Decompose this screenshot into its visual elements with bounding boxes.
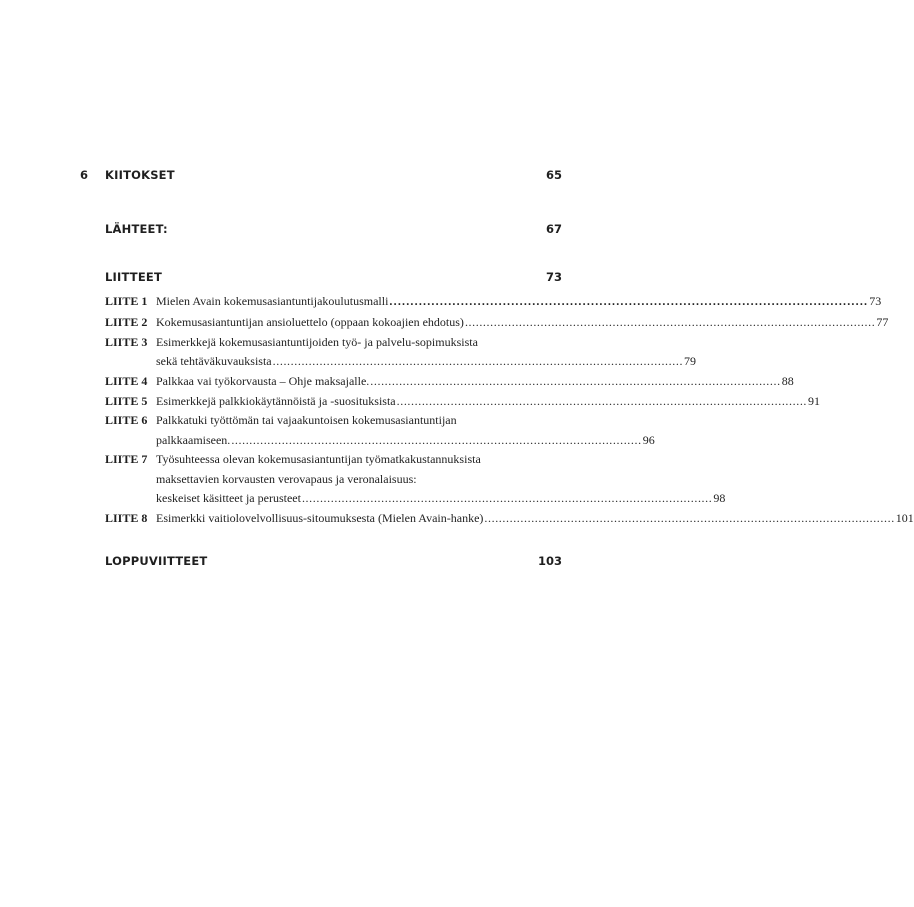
appendix-title: Kokemusasiantuntijan ansioluettelo (oppaan kokoajien ehdotus) [156,315,464,329]
appendix-entry [105,333,562,352]
appendix-title: Esimerkkejä palkkiokäytännöistä ja -suosituksista [156,394,396,408]
appendix-label: LIITE 8 [105,511,148,525]
appendix-label: LIITE 6 [105,413,148,427]
dot-leader: .................................................................................................................. [464,315,876,329]
section-title-loppuviitteet: LOPPUVIITTEET [105,554,208,568]
appendix-page: 91 [808,394,821,408]
appendix-page: 79 [684,354,697,368]
section-number: 6 [80,168,89,182]
section-title-kiitokset: KIITOKSET [105,168,175,182]
dot-leader: .................................................................................................................. [484,511,895,525]
section-title-liitteet: LIITTEET [105,270,162,284]
appendix-entry [105,292,882,311]
appendix-entry-continued [105,352,697,371]
appendix-title: Esimerkki vaitiolovelvollisuus-sitoumuksesta (Mielen Avain-hanke) [156,511,484,525]
appendix-title: keskeiset käsitteet ja perusteet [156,491,301,505]
appendix-entry [105,509,914,528]
section-page-loppuviitteet: 103 [537,554,562,568]
section-page-lahteet: 67 [545,222,562,236]
appendix-entry [105,372,794,391]
appendix-label: LIITE 4 [105,374,148,388]
dot-leader: .................................................................................................................. [389,294,869,308]
dot-leader: .................................................................................................................. [231,433,642,447]
dot-leader: .................................................................................................................. [301,491,713,505]
appendix-title: Esimerkkejä kokemusasiantuntijoiden työ- ja palvelu-sopimuksista [156,335,478,349]
appendix-page: 73 [869,294,882,308]
appendix-page: 101 [895,511,914,525]
appendix-title: palkkaamiseen. [156,433,231,447]
appendix-page: 96 [642,433,655,447]
appendix-label: LIITE 5 [105,394,148,408]
appendix-entry-continued [105,489,726,508]
section-page-liitteet: 73 [545,270,562,284]
appendix-entry [105,450,562,469]
section-page-kiitokset: 65 [545,168,562,182]
dot-leader: .................................................................................................................. [396,394,808,408]
appendix-title: Mielen Avain kokemusasiantuntijakoulutusmalli [156,294,389,308]
appendix-title: sekä tehtäväkuvauksista [156,354,272,368]
appendix-page: 88 [781,374,794,388]
appendix-title: maksettavien korvausten verovapaus ja veronalaisuus: [156,472,417,486]
appendix-entry-continued [105,431,655,450]
appendix-label: LIITE 3 [105,335,148,349]
appendix-page: 98 [713,491,726,505]
appendix-label: LIITE 7 [105,452,148,466]
section-title-lahteet: LÄHTEET: [105,222,168,236]
appendix-page: 77 [876,315,889,329]
appendix-entry [105,313,889,332]
dot-leader: .................................................................................................................. [370,374,781,388]
appendix-title: Palkkaa vai työkorvausta – Ohje maksajalle. [156,374,370,388]
dot-leader: .................................................................................................................. [272,354,684,368]
appendix-label: LIITE 1 [105,294,148,308]
appendix-entry-continued [105,470,562,489]
appendix-entry [105,411,562,430]
appendix-title: Palkkatuki työttömän tai vajaakuntoisen kokemusasiantuntijan [156,413,457,427]
appendix-entry [105,392,821,411]
appendix-title: Työsuhteessa olevan kokemusasiantuntijan työmatkakustannuksista [156,452,481,466]
appendix-label: LIITE 2 [105,315,148,329]
